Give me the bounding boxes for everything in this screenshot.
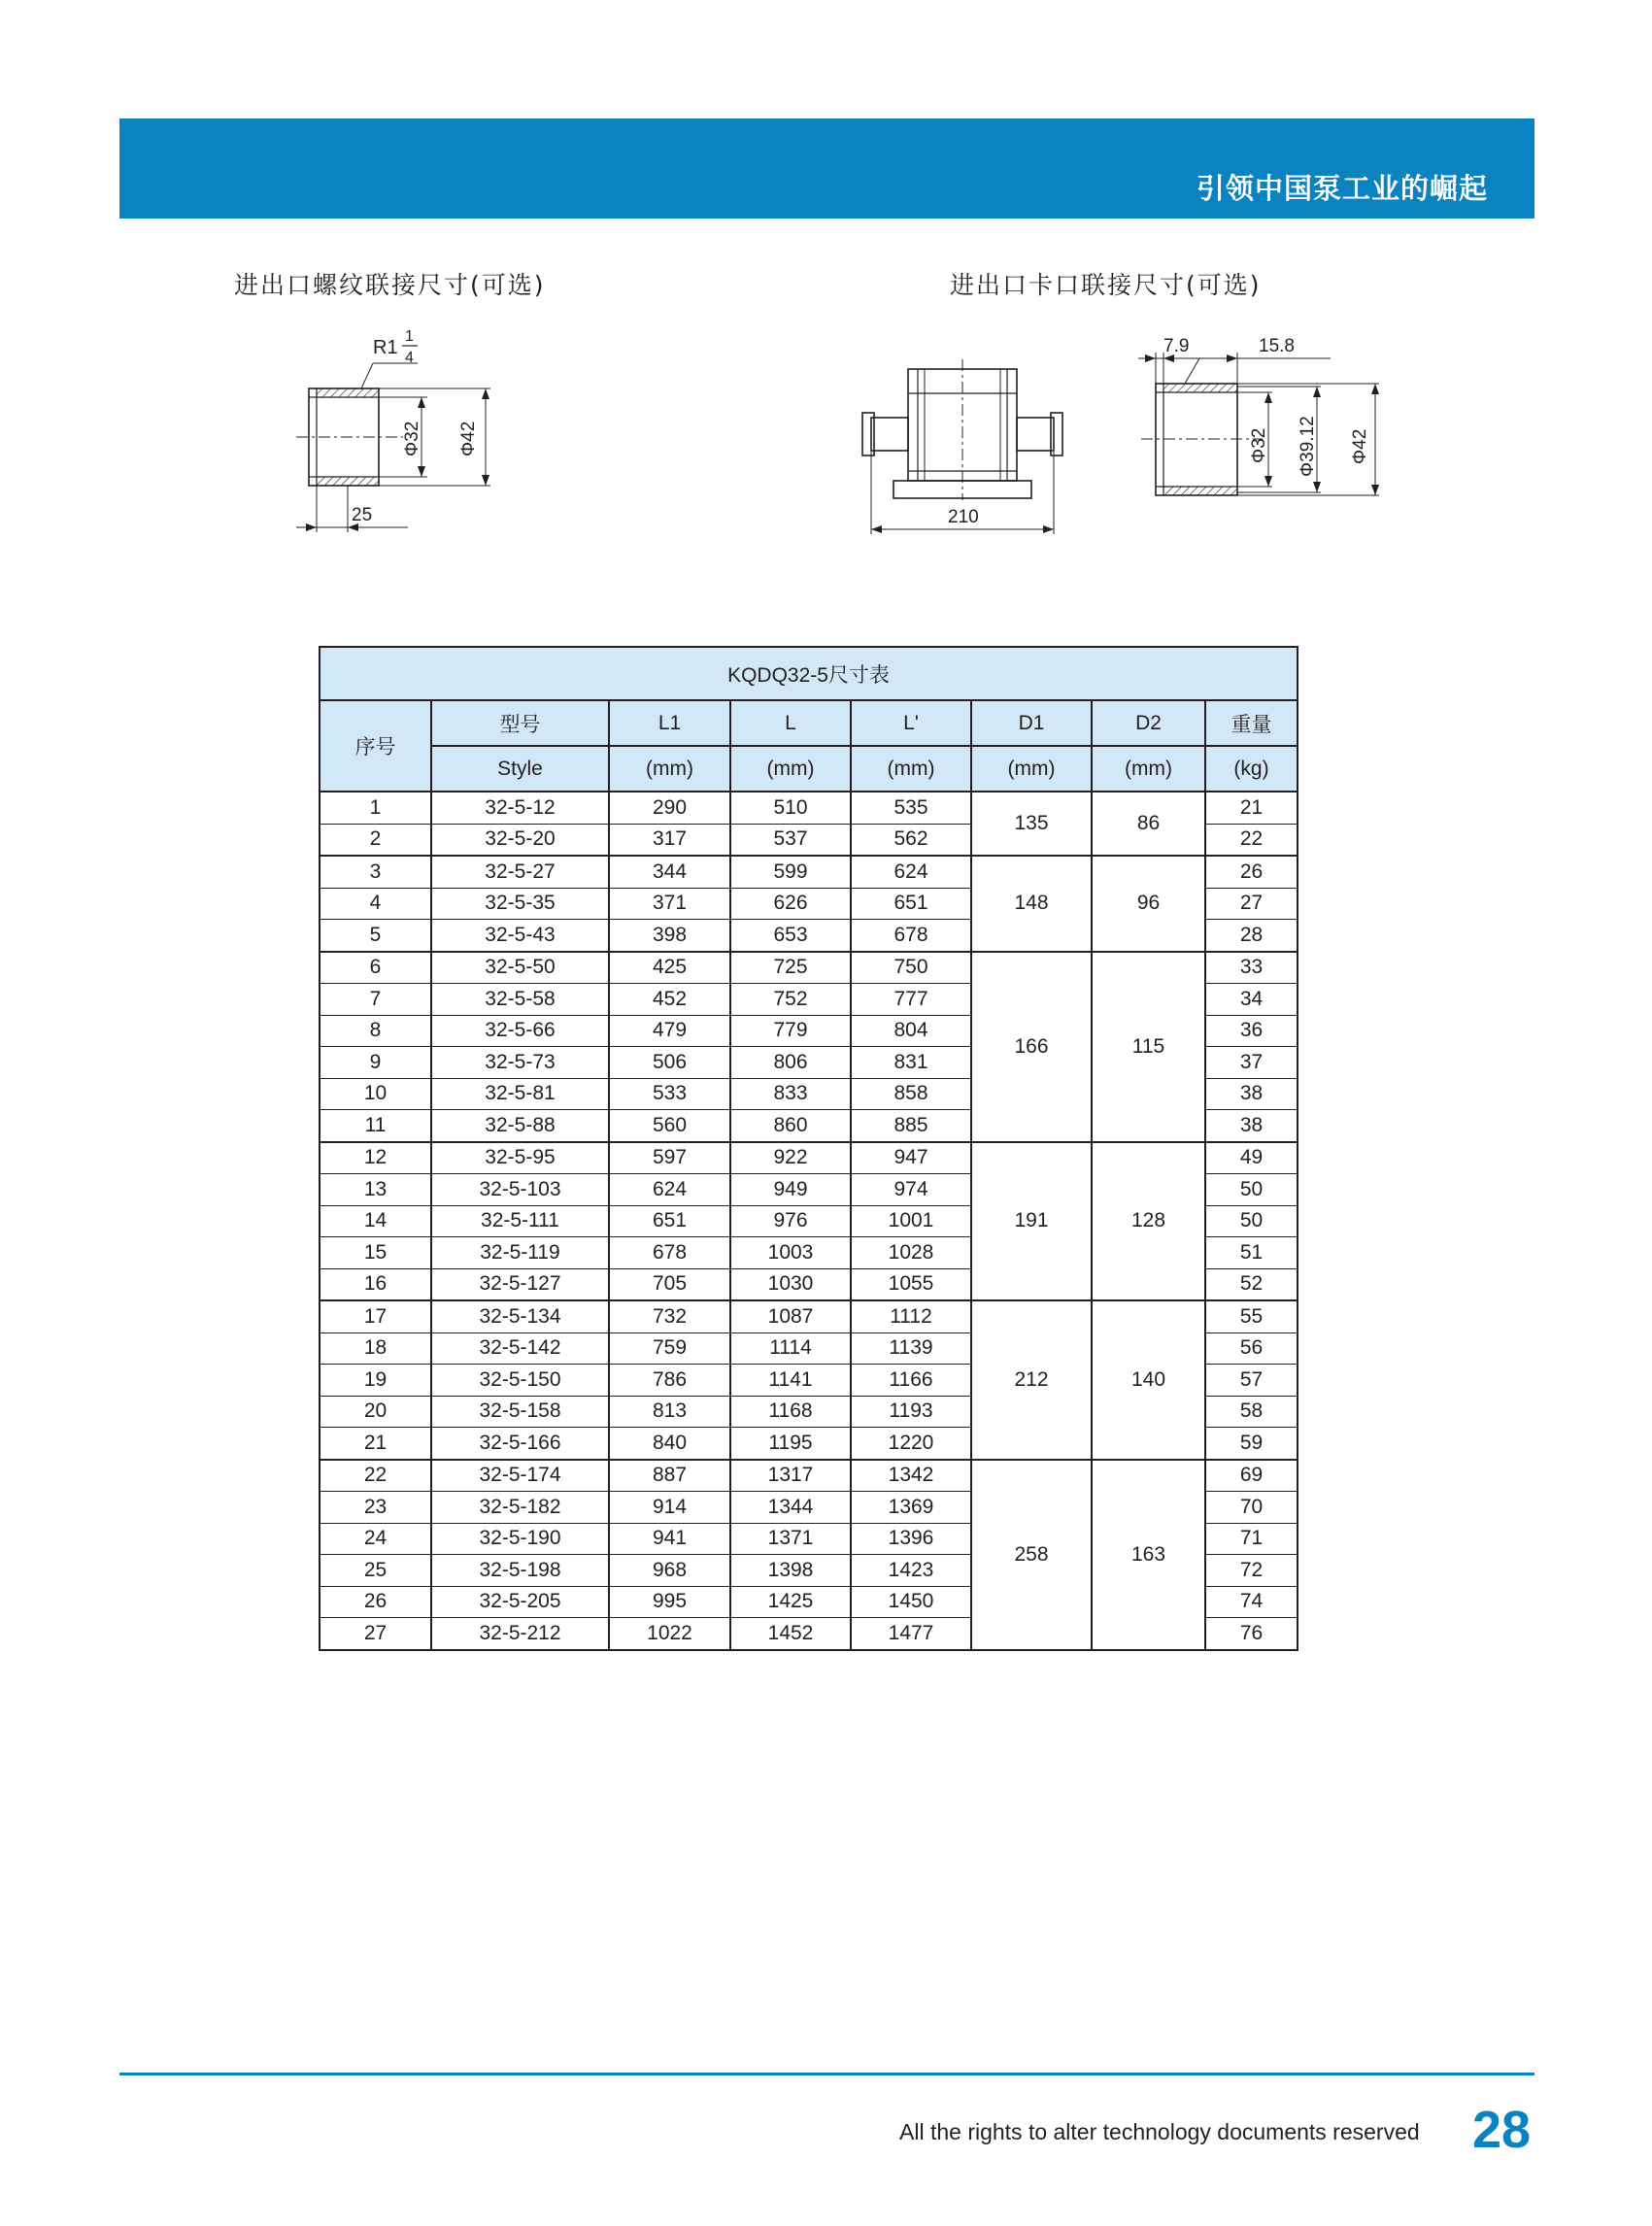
clamp-outer-diameter: Φ42 bbox=[1350, 428, 1370, 464]
cell-seq: 24 bbox=[320, 1523, 431, 1555]
cell-weight: 38 bbox=[1205, 1078, 1298, 1110]
cell-l: 626 bbox=[730, 888, 851, 920]
cell-model: 32-5-50 bbox=[431, 952, 609, 984]
cell-model: 32-5-103 bbox=[431, 1174, 609, 1206]
cell-l1: 995 bbox=[609, 1586, 730, 1618]
cell-seq: 27 bbox=[320, 1618, 431, 1650]
cell-model: 32-5-182 bbox=[431, 1492, 609, 1524]
cell-d2: 86 bbox=[1092, 792, 1205, 856]
cell-seq: 13 bbox=[320, 1174, 431, 1206]
cell-model: 32-5-95 bbox=[431, 1142, 609, 1174]
header-l1: L1 bbox=[609, 700, 730, 746]
cell-l1: 705 bbox=[609, 1268, 730, 1300]
cell-l1: 840 bbox=[609, 1428, 730, 1460]
cell-weight: 69 bbox=[1205, 1460, 1298, 1492]
cell-weight: 49 bbox=[1205, 1142, 1298, 1174]
cell-model: 32-5-158 bbox=[431, 1396, 609, 1428]
cell-l: 1141 bbox=[730, 1365, 851, 1397]
header-unit-weight: (kg) bbox=[1205, 746, 1298, 792]
cell-l: 976 bbox=[730, 1205, 851, 1237]
cell-l: 860 bbox=[730, 1110, 851, 1142]
cell-seq: 18 bbox=[320, 1332, 431, 1365]
cell-model: 32-5-205 bbox=[431, 1586, 609, 1618]
header-l: L bbox=[730, 700, 851, 746]
cell-model: 32-5-212 bbox=[431, 1618, 609, 1650]
cell-weight: 74 bbox=[1205, 1586, 1298, 1618]
table-row bbox=[320, 1142, 1298, 1174]
cell-seq: 23 bbox=[320, 1492, 431, 1524]
cell-l1: 887 bbox=[609, 1460, 730, 1492]
header-unit-l1: (mm) bbox=[609, 746, 730, 792]
header-banner bbox=[119, 118, 1534, 219]
cell-l-prime: 1369 bbox=[851, 1492, 971, 1524]
cell-model: 32-5-174 bbox=[431, 1460, 609, 1492]
cell-model: 32-5-150 bbox=[431, 1365, 609, 1397]
cell-seq: 15 bbox=[320, 1237, 431, 1269]
cell-l1: 1022 bbox=[609, 1618, 730, 1650]
cell-weight: 22 bbox=[1205, 824, 1298, 856]
cell-l-prime: 974 bbox=[851, 1174, 971, 1206]
clamp-inner-diameter: Φ32 bbox=[1249, 427, 1269, 463]
cell-seq: 16 bbox=[320, 1268, 431, 1300]
cell-weight: 55 bbox=[1205, 1300, 1298, 1332]
table-row bbox=[320, 1300, 1298, 1332]
header-unit-d1: (mm) bbox=[971, 746, 1092, 792]
header-l-prime: L' bbox=[851, 700, 971, 746]
cell-l-prime: 1028 bbox=[851, 1237, 971, 1269]
dimension-table bbox=[319, 646, 1298, 1651]
cell-l1: 533 bbox=[609, 1078, 730, 1110]
cell-l1: 290 bbox=[609, 792, 730, 824]
cell-model: 32-5-127 bbox=[431, 1268, 609, 1300]
cell-weight: 34 bbox=[1205, 984, 1298, 1016]
page-number: 28 bbox=[1472, 2101, 1532, 2159]
cell-weight: 37 bbox=[1205, 1047, 1298, 1079]
cell-model: 32-5-66 bbox=[431, 1015, 609, 1047]
cell-model: 32-5-119 bbox=[431, 1237, 609, 1269]
thread-outer-diameter: Φ42 bbox=[458, 421, 479, 456]
cell-seq: 17 bbox=[320, 1300, 431, 1332]
thread-size-numerator: 1 bbox=[405, 328, 414, 345]
header-unit-l-prime: (mm) bbox=[851, 746, 971, 792]
cell-l: 1114 bbox=[730, 1332, 851, 1365]
cell-l1: 506 bbox=[609, 1047, 730, 1079]
cell-l-prime: 1396 bbox=[851, 1523, 971, 1555]
cell-weight: 59 bbox=[1205, 1428, 1298, 1460]
cell-l1: 968 bbox=[609, 1555, 730, 1587]
cell-model: 32-5-88 bbox=[431, 1110, 609, 1142]
header-unit-d2: (mm) bbox=[1092, 746, 1205, 792]
cell-weight: 36 bbox=[1205, 1015, 1298, 1047]
cell-l: 1168 bbox=[730, 1396, 851, 1428]
cell-weight: 27 bbox=[1205, 888, 1298, 920]
cell-weight: 58 bbox=[1205, 1396, 1298, 1428]
cell-l: 806 bbox=[730, 1047, 851, 1079]
cell-l: 725 bbox=[730, 952, 851, 984]
clamp-mid-diameter: Φ39.12 bbox=[1298, 416, 1318, 477]
cell-d2: 96 bbox=[1092, 856, 1205, 952]
cell-seq: 12 bbox=[320, 1142, 431, 1174]
cell-l: 1425 bbox=[730, 1586, 851, 1618]
cell-seq: 20 bbox=[320, 1396, 431, 1428]
thread-connection-drawing bbox=[291, 320, 515, 544]
cell-seq: 7 bbox=[320, 984, 431, 1016]
cell-l1: 759 bbox=[609, 1332, 730, 1365]
table-row bbox=[320, 856, 1298, 888]
cell-l-prime: 858 bbox=[851, 1078, 971, 1110]
cell-l-prime: 1477 bbox=[851, 1618, 971, 1650]
cell-model: 32-5-58 bbox=[431, 984, 609, 1016]
table-row bbox=[320, 792, 1298, 824]
cell-l: 1030 bbox=[730, 1268, 851, 1300]
cell-seq: 19 bbox=[320, 1365, 431, 1397]
cell-l-prime: 1342 bbox=[851, 1460, 971, 1492]
cell-l-prime: 1193 bbox=[851, 1396, 971, 1428]
cell-model: 32-5-134 bbox=[431, 1300, 609, 1332]
cell-model: 32-5-142 bbox=[431, 1332, 609, 1365]
cell-l: 510 bbox=[730, 792, 851, 824]
cell-l: 1087 bbox=[730, 1300, 851, 1332]
cell-l1: 786 bbox=[609, 1365, 730, 1397]
cell-weight: 51 bbox=[1205, 1237, 1298, 1269]
thread-size-denominator: 4 bbox=[405, 350, 414, 366]
cell-d2: 128 bbox=[1092, 1142, 1205, 1301]
cell-weight: 33 bbox=[1205, 952, 1298, 984]
cell-l1: 678 bbox=[609, 1237, 730, 1269]
cell-model: 32-5-20 bbox=[431, 824, 609, 856]
cell-seq: 5 bbox=[320, 920, 431, 952]
cell-d1: 135 bbox=[971, 792, 1092, 856]
cell-l: 537 bbox=[730, 824, 851, 856]
cell-model: 32-5-35 bbox=[431, 888, 609, 920]
header-model: 型号 bbox=[431, 700, 609, 746]
clamp-front-view-drawing bbox=[855, 354, 1078, 549]
cell-l-prime: 1055 bbox=[851, 1268, 971, 1300]
cell-l1: 732 bbox=[609, 1300, 730, 1332]
cell-l: 1371 bbox=[730, 1523, 851, 1555]
cell-l1: 452 bbox=[609, 984, 730, 1016]
cell-d1: 166 bbox=[971, 952, 1092, 1142]
cell-l1: 560 bbox=[609, 1110, 730, 1142]
cell-model: 32-5-198 bbox=[431, 1555, 609, 1587]
cell-l-prime: 804 bbox=[851, 1015, 971, 1047]
cell-weight: 52 bbox=[1205, 1268, 1298, 1300]
cell-weight: 28 bbox=[1205, 920, 1298, 952]
cell-seq: 6 bbox=[320, 952, 431, 984]
cell-l-prime: 831 bbox=[851, 1047, 971, 1079]
cell-l: 833 bbox=[730, 1078, 851, 1110]
footer-divider bbox=[119, 2073, 1534, 2075]
cell-l1: 425 bbox=[609, 952, 730, 984]
cell-l1: 914 bbox=[609, 1492, 730, 1524]
cell-weight: 76 bbox=[1205, 1618, 1298, 1650]
header-slogan: 引领中国泵工业的崛起 bbox=[1196, 172, 1488, 205]
cell-weight: 71 bbox=[1205, 1523, 1298, 1555]
cell-model: 32-5-73 bbox=[431, 1047, 609, 1079]
cell-l-prime: 947 bbox=[851, 1142, 971, 1174]
clamp-connection-title: 进出口卡口联接尺寸(可选) bbox=[950, 271, 1262, 299]
cell-l-prime: 750 bbox=[851, 952, 971, 984]
header-weight: 重量 bbox=[1205, 700, 1298, 746]
cell-l-prime: 562 bbox=[851, 824, 971, 856]
cell-model: 32-5-12 bbox=[431, 792, 609, 824]
cell-l1: 479 bbox=[609, 1015, 730, 1047]
cell-l1: 651 bbox=[609, 1205, 730, 1237]
header-d1: D1 bbox=[971, 700, 1092, 746]
cell-l-prime: 777 bbox=[851, 984, 971, 1016]
cell-seq: 2 bbox=[320, 824, 431, 856]
cell-d1: 191 bbox=[971, 1142, 1092, 1301]
cell-weight: 21 bbox=[1205, 792, 1298, 824]
cell-d2: 115 bbox=[1092, 952, 1205, 1142]
cell-l1: 371 bbox=[609, 888, 730, 920]
cell-l: 1003 bbox=[730, 1237, 851, 1269]
cell-l: 1398 bbox=[730, 1555, 851, 1587]
header-d2: D2 bbox=[1092, 700, 1205, 746]
cell-seq: 14 bbox=[320, 1205, 431, 1237]
cell-model: 32-5-190 bbox=[431, 1523, 609, 1555]
cell-l1: 398 bbox=[609, 920, 730, 952]
cell-d1: 258 bbox=[971, 1460, 1092, 1650]
cell-d1: 212 bbox=[971, 1300, 1092, 1460]
thread-size-label: R1 bbox=[373, 337, 398, 358]
cell-l: 1317 bbox=[730, 1460, 851, 1492]
cell-seq: 9 bbox=[320, 1047, 431, 1079]
cell-seq: 4 bbox=[320, 888, 431, 920]
cell-l: 653 bbox=[730, 920, 851, 952]
cell-weight: 38 bbox=[1205, 1110, 1298, 1142]
cell-weight: 57 bbox=[1205, 1365, 1298, 1397]
cell-model: 32-5-111 bbox=[431, 1205, 609, 1237]
cell-l1: 941 bbox=[609, 1523, 730, 1555]
cell-l: 1344 bbox=[730, 1492, 851, 1524]
cell-l: 949 bbox=[730, 1174, 851, 1206]
clamp-dim-a-label: 7.9 bbox=[1163, 336, 1190, 356]
cell-model: 32-5-166 bbox=[431, 1428, 609, 1460]
cell-l1: 624 bbox=[609, 1174, 730, 1206]
cell-weight: 70 bbox=[1205, 1492, 1298, 1524]
cell-l: 1195 bbox=[730, 1428, 851, 1460]
cell-seq: 8 bbox=[320, 1015, 431, 1047]
cell-l-prime: 535 bbox=[851, 792, 971, 824]
cell-l1: 813 bbox=[609, 1396, 730, 1428]
cell-weight: 56 bbox=[1205, 1332, 1298, 1365]
cell-seq: 22 bbox=[320, 1460, 431, 1492]
clamp-length-label: 210 bbox=[948, 507, 979, 527]
header-model-en: Style bbox=[431, 746, 609, 792]
cell-l-prime: 1450 bbox=[851, 1586, 971, 1618]
cell-l-prime: 1423 bbox=[851, 1555, 971, 1587]
table-row bbox=[320, 1460, 1298, 1492]
cell-seq: 11 bbox=[320, 1110, 431, 1142]
cell-weight: 26 bbox=[1205, 856, 1298, 888]
table-row bbox=[320, 952, 1298, 984]
cell-l: 922 bbox=[730, 1142, 851, 1174]
cell-d1: 148 bbox=[971, 856, 1092, 952]
cell-weight: 50 bbox=[1205, 1174, 1298, 1206]
cell-d2: 140 bbox=[1092, 1300, 1205, 1460]
clamp-dim-b-label: 15.8 bbox=[1259, 336, 1295, 356]
cell-l: 779 bbox=[730, 1015, 851, 1047]
cell-l-prime: 1001 bbox=[851, 1205, 971, 1237]
footer-rights: All the rights to alter technology documents reserved bbox=[899, 2119, 1420, 2144]
cell-l-prime: 624 bbox=[851, 856, 971, 888]
cell-model: 32-5-27 bbox=[431, 856, 609, 888]
cell-l-prime: 1220 bbox=[851, 1428, 971, 1460]
cell-seq: 21 bbox=[320, 1428, 431, 1460]
cell-seq: 1 bbox=[320, 792, 431, 824]
header-unit-l: (mm) bbox=[730, 746, 851, 792]
cell-l-prime: 1166 bbox=[851, 1365, 971, 1397]
cell-l-prime: 651 bbox=[851, 888, 971, 920]
cell-model: 32-5-81 bbox=[431, 1078, 609, 1110]
thread-length-label: 25 bbox=[352, 505, 373, 525]
cell-l: 1452 bbox=[730, 1618, 851, 1650]
cell-d2: 163 bbox=[1092, 1460, 1205, 1650]
header-seq: 序号 bbox=[320, 700, 431, 792]
cell-model: 32-5-43 bbox=[431, 920, 609, 952]
cell-l1: 597 bbox=[609, 1142, 730, 1174]
cell-seq: 10 bbox=[320, 1078, 431, 1110]
thread-inner-diameter: Φ32 bbox=[402, 421, 422, 456]
cell-seq: 26 bbox=[320, 1586, 431, 1618]
thread-connection-title: 进出口螺纹联接尺寸(可选) bbox=[234, 271, 546, 299]
cell-l-prime: 1112 bbox=[851, 1300, 971, 1332]
cell-l-prime: 1139 bbox=[851, 1332, 971, 1365]
cell-seq: 25 bbox=[320, 1555, 431, 1587]
cell-l: 599 bbox=[730, 856, 851, 888]
cell-l1: 317 bbox=[609, 824, 730, 856]
table-title: KQDQ32-5尺寸表 bbox=[320, 647, 1298, 700]
cell-seq: 3 bbox=[320, 856, 431, 888]
cell-weight: 72 bbox=[1205, 1555, 1298, 1587]
clamp-section-drawing bbox=[1136, 325, 1399, 520]
cell-l: 752 bbox=[730, 984, 851, 1016]
cell-l-prime: 885 bbox=[851, 1110, 971, 1142]
table-body bbox=[320, 792, 1298, 1650]
cell-weight: 50 bbox=[1205, 1205, 1298, 1237]
cell-l-prime: 678 bbox=[851, 920, 971, 952]
cell-l1: 344 bbox=[609, 856, 730, 888]
